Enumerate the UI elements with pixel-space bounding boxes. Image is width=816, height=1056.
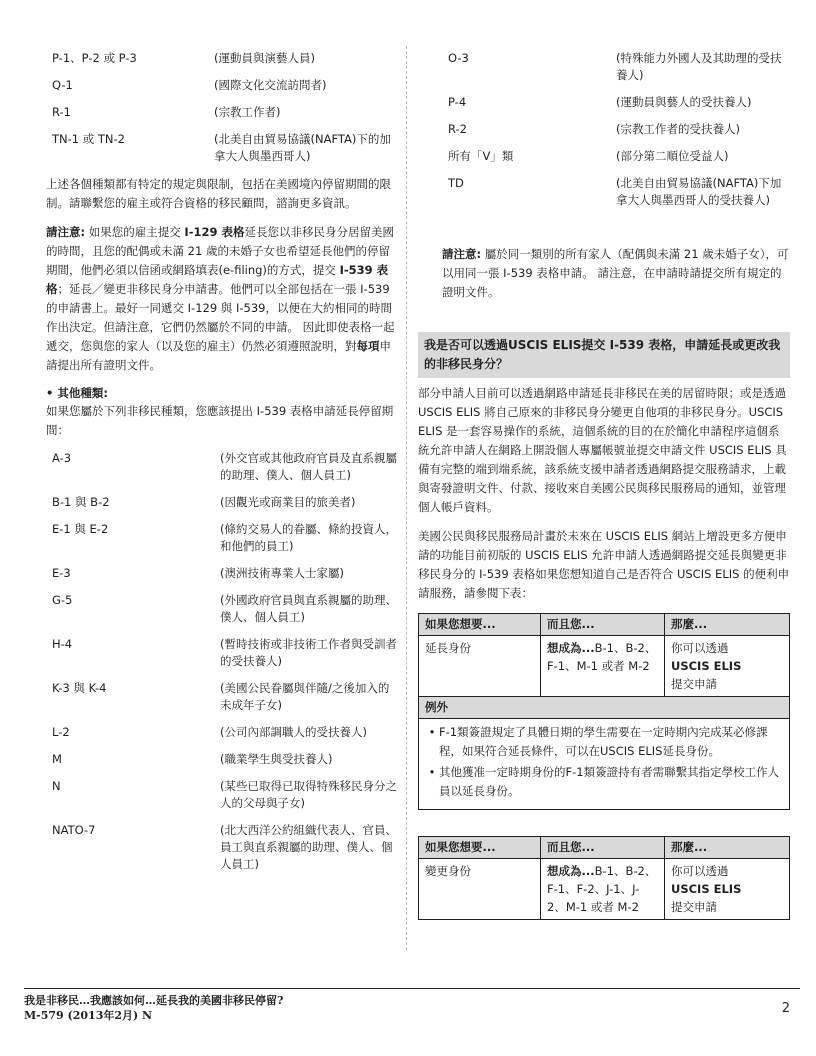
- visa-row: [46, 822, 398, 873]
- visa-code: L-2: [52, 725, 70, 739]
- note-text-d: 申請提出所有證明文件。: [46, 339, 391, 372]
- bullet-icon: •: [428, 725, 436, 739]
- visa-code: NATO-7: [52, 823, 96, 837]
- visa-row: [46, 494, 398, 511]
- visa-description: (外交官或其他政府官員及直系親屬的助理、僕人、個人員工): [220, 451, 397, 482]
- visa-description: (北美自由貿易協議(NAFTA)下的加拿大人與墨西哥人): [214, 132, 391, 163]
- visa-description: (運動員與演藝人員): [214, 51, 315, 65]
- other-categories-heading: • 其他種類:: [46, 386, 108, 400]
- visa-description: (條約交易人的眷屬、條約投資人，和他們的員工): [220, 522, 397, 553]
- visa-description: (美國公民眷屬與伴隨/之後加入的未成年子女): [220, 681, 390, 712]
- table2-become-label: 想成為...: [547, 864, 595, 878]
- restrictions-paragraph: 上述各個種類都有特定的規定與限制，包括在美國境內停留期間的限制。請聯繫您的雇主或符合資格的移民顧問，諮詢更多資訊。: [46, 177, 391, 210]
- visa-code: P-1、P-2 或 P-3: [52, 51, 137, 65]
- exception-text: F-1類簽證規定了具體日期的學生需要在一定時期內完成某必修課程，如果符合延長條件，可以在USCIS ELIS延長身份。: [439, 725, 768, 758]
- table2-visa-types: B-1、B-2、F-1、F-2、J-1、J-2、M-1 或者 M-2: [547, 864, 657, 914]
- visa-row: [46, 521, 398, 555]
- visa-description: (公司內部調職人的受扶養人): [220, 725, 367, 739]
- visa-description: (職業學生與受扶養人): [220, 752, 333, 766]
- change-status-table: [418, 836, 790, 920]
- visa-list-top: [46, 50, 398, 165]
- elis-paragraph-2: 美國公民與移民服務局計畫於未來在 USCIS ELIS 網站上增設更多方便申請的功能目前初版的 USCIS ELIS 允許申請人透過網路提交延長與變更非移民身分的 I-539 表格如果您想知道自己是否符合 USCIS ELIS 的便利申請服務，請參閱下表：: [418, 529, 790, 600]
- table1-visa-types: B-1、B-2、F-1、M-1 或者 M-2: [547, 641, 657, 673]
- visa-row: [418, 50, 790, 84]
- table1-header-then: 那麼...: [665, 614, 790, 636]
- visa-description: (特殊能力外國人及其助理的受扶養人): [616, 51, 782, 82]
- family-note: [418, 245, 790, 302]
- visa-code: R-1: [52, 105, 71, 119]
- note-text-b: 延長您以非移民身分居留美國的時間，且您的配偶或未滿 21 歲的未婚子女也希望延長他們的停留期間，他們必須以信函或網路填表(e-filing)的方式，提交: [46, 225, 394, 277]
- visa-row: [418, 148, 790, 165]
- visa-code: N: [52, 779, 61, 793]
- visa-list-right: [418, 50, 790, 209]
- form-i129: I-129 表格: [184, 225, 245, 239]
- table2-and-cell: [541, 859, 665, 920]
- visa-code: B-1 與 B-2: [52, 495, 110, 509]
- family-note-label: 請注意:: [442, 247, 482, 261]
- exception-item: [425, 723, 783, 761]
- visa-code: G-5: [52, 593, 73, 607]
- visa-code: E-1 與 E-2: [52, 522, 109, 536]
- visa-list-other: [46, 450, 398, 873]
- table1-then-cell: [665, 636, 790, 697]
- exception-text: 其他獲准一定時期身份的F-1類簽證持有者需聯繫其指定學校工作人員以延長身份。: [439, 765, 780, 798]
- exception-item: [425, 763, 783, 801]
- bullet-icon: •: [428, 765, 436, 779]
- note-text-a: 如果您的雇主提交: [85, 225, 185, 239]
- table2-want-cell: 變更身份: [419, 859, 541, 920]
- visa-description: (北大西洋公約組織代表人、官員、員工與直系親屬的助理、僕人、個人員工): [220, 823, 397, 871]
- visa-row: [46, 450, 398, 484]
- visa-code: P-4: [448, 95, 467, 109]
- note-each: 每項: [356, 339, 380, 353]
- family-note-text: 屬於同一類別的所有家人（配偶與未滿 21 歲未婚子女），可以用同一張 I-539 表格申請。 請注意，在申請時請提交所有規定的證明文件。: [442, 247, 789, 299]
- table2-header-want: 如果您想要...: [419, 837, 541, 859]
- table1-header-and: 而且您...: [541, 614, 665, 636]
- visa-row: [46, 565, 398, 582]
- table2-then-c: 提交申請: [671, 900, 717, 914]
- page-number: 2: [781, 1001, 790, 1016]
- visa-row: [418, 121, 790, 138]
- visa-code: K-3 與 K-4: [52, 681, 107, 695]
- visa-description: (宗教工作者的受扶養人): [616, 122, 740, 136]
- extend-status-table: [418, 613, 790, 697]
- visa-row: [46, 680, 398, 714]
- exception-heading: 例外: [418, 697, 790, 719]
- table2-then-cell: [665, 859, 790, 920]
- visa-description: (北美自由貿易協議(NAFTA)下加拿大人與墨西哥人的受扶養人): [616, 176, 782, 207]
- visa-description: (某些已取得已取得特殊移民身分之人的父母與子女): [220, 779, 397, 810]
- visa-description: (部分第二順位受益人): [616, 149, 729, 163]
- visa-row: [46, 724, 398, 741]
- visa-code: H-4: [52, 637, 73, 651]
- table2-header-then: 那麼...: [665, 837, 790, 859]
- visa-row: [46, 50, 398, 67]
- footer-form-number: M-579 (2013年2月) N: [24, 1009, 153, 1022]
- right-column: [418, 50, 790, 920]
- footer-title: 我是非移民…我應該如何…延長我的美國非移民停留?: [24, 994, 284, 1007]
- visa-code: E-3: [52, 566, 71, 580]
- table1-then-a: 你可以透過: [671, 641, 729, 655]
- elis-question-heading: 我是否可以透過USCIS ELIS提交 I-539 表格，申請延長或更改我的非移民身分？: [418, 332, 790, 378]
- other-categories-text: 如果您屬於下列非移民種類，您應該提出 I-539 表格申請延長停留期間：: [46, 404, 394, 437]
- table1-then-elis: USCIS ELIS: [671, 659, 742, 673]
- visa-row: [46, 778, 398, 812]
- form-i539: I-539 表格: [46, 263, 389, 296]
- table1-want-cell: 延長身份: [419, 636, 541, 697]
- visa-code: M: [52, 752, 62, 766]
- table1-become-label: 想成為...: [547, 641, 595, 655]
- note-text-c: ；延長／變更非移民身分申請書。他們可以全部包括在一張 I-539 的申請書上。最好一同遞交 I-129 與 I-539，以便在大約相同的時間作出決定。但請注意，它們仍然屬於不同的申請。 因此即使表格一起遞交，您與您的家人（以及您的雇主）仍然必須遵照說明，對: [46, 282, 395, 353]
- visa-row: [46, 636, 398, 670]
- exception-list: [418, 719, 790, 810]
- visa-code: O-3: [448, 51, 469, 65]
- note-paragraph: [46, 223, 398, 375]
- visa-description: (因觀光或商業目的旅美者): [220, 495, 356, 509]
- visa-row: [46, 77, 398, 94]
- visa-code: A-3: [52, 451, 72, 465]
- visa-description: (宗教工作者): [214, 105, 281, 119]
- visa-code: TN-1 或 TN-2: [52, 132, 125, 146]
- left-column: [46, 50, 398, 883]
- visa-description: (外國政府官員與直系親屬的助理、僕人、個人員工): [220, 593, 397, 624]
- footer-rule: [24, 988, 800, 989]
- note-label: 請注意:: [46, 225, 86, 239]
- visa-description: (國際文化交流訪問者): [214, 78, 327, 92]
- table2-then-elis: USCIS ELIS: [671, 882, 742, 896]
- visa-row: [46, 131, 398, 165]
- visa-code: Q-1: [52, 78, 73, 92]
- table1-then-c: 提交申請: [671, 677, 717, 691]
- visa-description: (澳洲技術專業人士家屬): [220, 566, 344, 580]
- table1-and-cell: [541, 636, 665, 697]
- visa-row: [418, 94, 790, 111]
- visa-description: (暫時技術或非技術工作者與受訓者的受扶養人): [220, 637, 397, 668]
- visa-row: [46, 104, 398, 121]
- table2-then-a: 你可以透過: [671, 864, 729, 878]
- elis-paragraph-1: 部分申請人目前可以透過網路申請延長非移民在美的居留時限；或是透過 USCIS ELIS 將自己原來的非移民身分變更自他項的非移民身分。USCIS ELIS 是一套容易操作的系統，這個系統的目的在於簡化申請程序這個系統允許申請人在網路上開設個人專屬帳號並提交申請文件 USCIS ELIS 具備有完整的端到端系統，該系統支援申請者透過網路提交服務請求，上載與寄發證明文件、付款、接收來自美國公民與移民服務局的通知，並管理個人帳戶資料。: [418, 386, 787, 514]
- visa-code: TD: [448, 176, 464, 190]
- column-divider: [406, 46, 407, 950]
- visa-code: R-2: [448, 122, 467, 136]
- visa-row: [46, 592, 398, 626]
- visa-code: 所有「V」類: [448, 149, 514, 163]
- visa-row: [46, 751, 398, 768]
- table2-header-and: 而且您...: [541, 837, 665, 859]
- visa-description: (運動員與藝人的受扶養人): [616, 95, 752, 109]
- visa-row: [418, 175, 790, 209]
- table1-header-want: 如果您想要...: [419, 614, 541, 636]
